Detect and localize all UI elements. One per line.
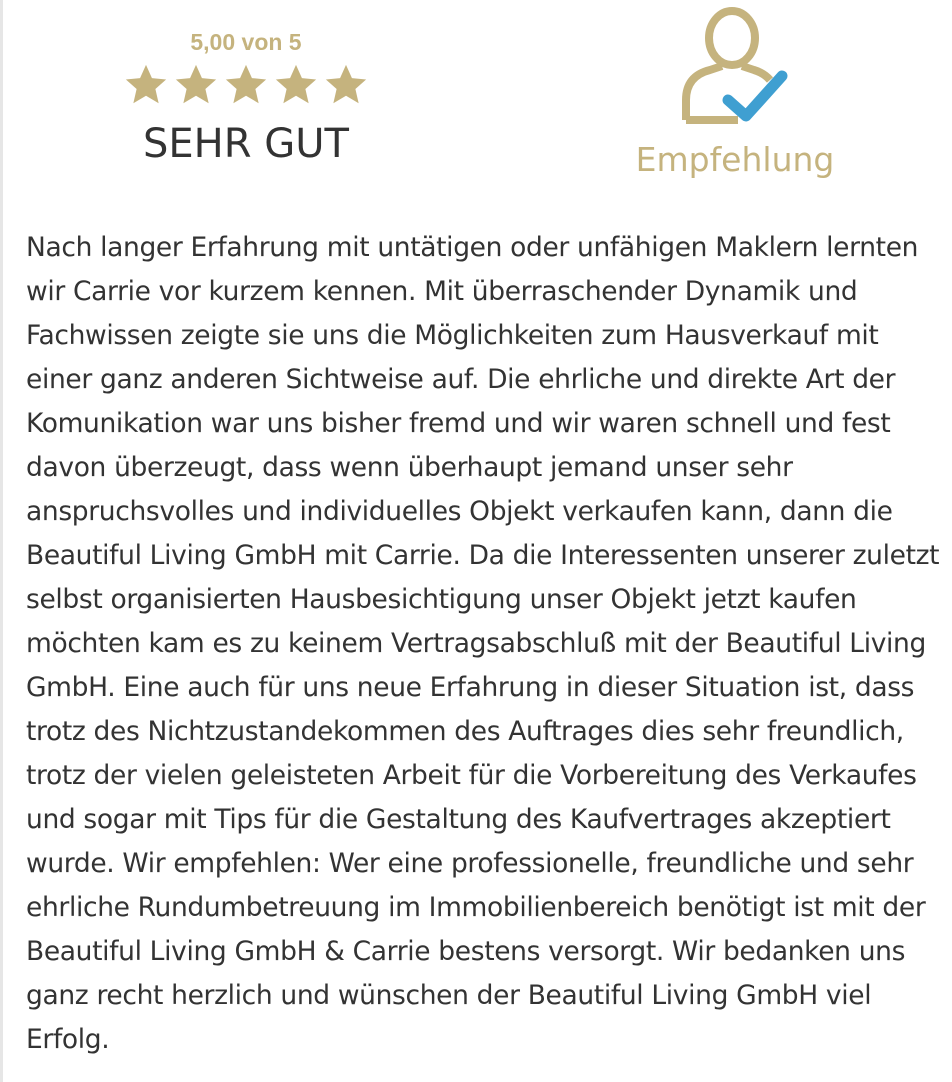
recommendation-badge bbox=[630, 4, 840, 180]
review-text: Nach langer Erfahrung mit untätigen oder unfähigen Maklern lernten wir Carrie vor kurzem kennen. Mit überraschender Dynamik und Fachwissen zeigte sie uns die Möglichkeiten zum Hausverkauf mit einer ganz anderen Sichtweise auf. Die ehrliche und direkte Art der Komunikation war uns bisher fremd und wir waren schnell und fest davon überzeugt, dass wenn überhaupt jemand unser sehr anspruchsvolles und individuelles Objekt verkaufen kann, dann die Beautiful Living GmbH mit Carrie. Da die Interessenten unserer zuletzt selbst organisierten Hausbesichtigung unser Objekt jetzt kaufen möchten kam es zu keinem Vertragsabschluß mit der Beautiful Living GmbH. Eine auch für uns neue Erfahrung in dieser Situation ist, dass trotz des Nichtzustandekommen des Auftrages dies sehr freundlich, trotz der vielen geleisteten Arbeit für die Vorbereitung des Verkaufes und sogar mit Tips für die Gestaltung des Kaufvertrages akzeptiert wurde. Wir empfehlen: Wer eine professionelle, freundliche und sehr ehrliche Rundumbetreuung im Immobilienbereich benötigt ist mit der Beautiful Living GmbH & Carrie bestens versorgt. Wir bedanken uns ganz recht herzlich und wünschen der Beautiful Living GmbH viel Erfolg. bbox=[26, 232, 940, 1055]
star-icon bbox=[123, 62, 169, 108]
star-icon bbox=[223, 62, 269, 108]
star-icon bbox=[323, 62, 369, 108]
star-icon bbox=[173, 62, 219, 108]
rating-verdict: SEHR GUT bbox=[143, 121, 349, 167]
star-icon bbox=[273, 62, 319, 108]
card-border bbox=[0, 0, 3, 1082]
rating-score: 5,00 von 5 bbox=[190, 29, 302, 55]
rating-summary bbox=[120, 28, 372, 168]
recommendation-label: Empfehlung bbox=[635, 140, 835, 179]
star-rating bbox=[120, 62, 372, 110]
user-check-icon bbox=[680, 4, 790, 128]
